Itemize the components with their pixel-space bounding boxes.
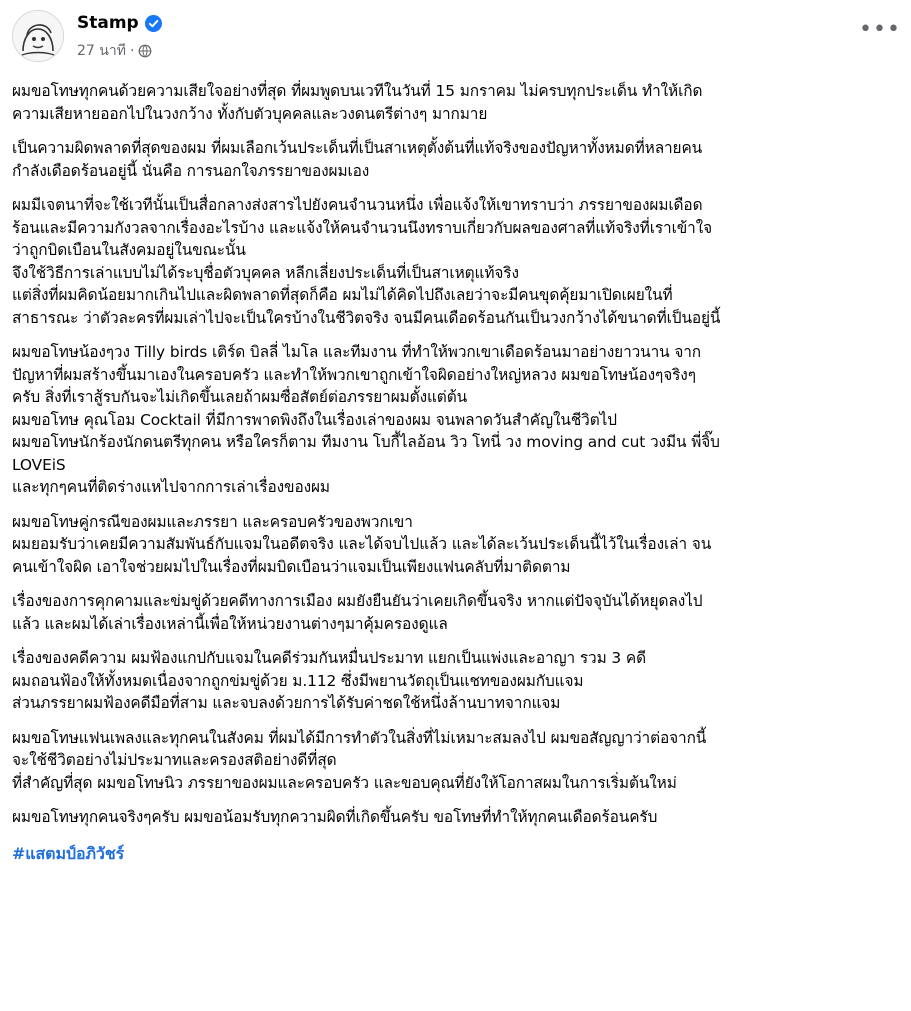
post-text-line: คนเข้าใจผิด เอาใจช่วยผมไปในเรื่องที่ผมบิดเบือนว่าแจมเป็นเพียงแฟนคลับที่มาติดตาม: [12, 557, 571, 576]
post-text-line: ผมขอโทษนักร้องนักดนตรีทุกคน หรือใครก็ตาม ทีมงาน โบกี้ไลอ้อน วิว โทนี่ วง moving and cut วงมีน พี่จิ๊บ: [12, 433, 720, 451]
avatar-illustration-icon: [13, 11, 63, 61]
post-paragraph: [12, 137, 904, 182]
avatar[interactable]: [12, 10, 64, 62]
post-paragraph: [12, 80, 904, 125]
post-text-line: ผมขอโทษแฟนเพลงและทุกคนในสังคม ที่ผมได้มีการทำตัวในสิ่งที่ไม่เหมาะสมลงไป ผมขอสัญญาว่าต่อจากนี้: [12, 728, 707, 747]
post-text-line: เรื่องของคดีความ ผมฟ้องแกปกับแจมในคดีร่วมกันหมื่นประมาท แยกเป็นแพ่งและอาญา รวม 3 คดี: [12, 649, 646, 667]
post-time[interactable]: 27 นาที: [77, 43, 126, 59]
post-header: [12, 10, 899, 62]
post-paragraph: [12, 806, 904, 829]
post-text-line: ผมยอมรับว่าเคยมีความสัมพันธ์กับแจมในอดีตจริง และได้จบไปแล้ว และได้ละเว้นประเด็นนี้ไว้ในเรื่องเล่า จน: [12, 535, 712, 553]
post-text-line: ส่วนภรรยาผมฟ้องคดีมือที่สาม และจบลงด้วยการได้รับค่าชดใช้หนึ่งล้านบาทจากแจม: [12, 694, 561, 712]
post-text-line: เป็นความผิดพลาดที่สุดของผม ที่ผมเลือกเว้นประเด็นที่เป็นสาเหตุตั้งต้นที่แท้จริงของปัญหาทั้งหมดที่หลายคน: [12, 139, 703, 157]
post-text-line: แล้ว และผมได้เล่าเรื่องเหล่านี้เพื่อให้หน่วยงานต่างๆมาคุ้มครองดูแล: [12, 614, 448, 633]
post-text-line: ผมถอนฟ้องให้ทั้งหมดเนื่องจากถูกข่มขู่ด้วย ม.112 ซึ่งมีพยานวัตถุเป็นแชทของผมกับแจม: [12, 671, 584, 690]
post-paragraph: [12, 590, 904, 635]
post-text-line: ผมขอโทษ คุณโอม Cocktail ที่มีการพาดพิงถึงในเรื่องเล่าของผม จนพลาดวันสำคัญในชีวิตไป: [12, 410, 617, 429]
post-meta: [77, 40, 152, 62]
hashtag-link[interactable]: #แสตมป์อภิวัชร์: [12, 843, 125, 863]
post-text-line: ความเสียหายออกไปในวงกว้าง ทั้งกับตัวบุคคลและวงดนตรีต่างๆ มากมาย: [12, 104, 488, 123]
post-text-line: ที่สำคัญที่สุด ผมขอโทษนิว ภรรยาของผมและครอบครัว และขอบคุณที่ยังให้โอกาสผมในการเริ่มต้นใหม่: [12, 773, 677, 792]
post-text-line: ผมขอโทษคู่กรณีของผมและภรรยา และครอบครัวของพวกเขา: [12, 512, 413, 531]
post-text-line: และทุกๆคนที่ติดร่างแหไปจากการเล่าเรื่องของผม: [12, 478, 330, 496]
post-text-line: ผมขอโทษน้องๆวง Tilly birds เติร์ด บิลลี่ ไมโล และทีมงาน ที่ทำให้พวกเขาเดือดร้อนมาอย่างยาวนาน จาก: [12, 343, 702, 361]
post-text-line: แต่สิ่งที่ผมคิดน้อยมากเกินไปและผิดพลาดที่สุดก็คือ ผมไม่ได้คิดไปถึงเลยว่าจะมีคนขุดคุ้ยมาเปิดเผยในที่: [12, 286, 673, 304]
post-text-line: ว่าถูกบิดเบือนในสังคมอยู่ในขณะนั้น: [12, 241, 246, 259]
post-text-line: ปัญหาที่ผมสร้างขึ้นมาเองในครอบครัว และทำให้พวกเขาถูกเข้าใจผิดอย่างใหญ่หลวง ผมขอโทษน้องๆจริงๆ: [12, 365, 696, 384]
post-text-line: ผมมีเจตนาที่จะใช้เวทีนั้นเป็นสื่อกลางส่งสารไปยังคนจำนวนหนึ่ง เพื่อแจ้งให้เขาทราบว่า ภรรยาของผมเดือด: [12, 196, 703, 214]
post-text-line: เรื่องของการคุกคามและข่มขู่ด้วยคดีทางการเมือง ผมยังยืนยันว่าเคยเกิดขึ้นจริง หากแต่ปัจจุบันได้หยุดลงไป: [12, 592, 703, 610]
post-text-line: LOVEiS: [12, 455, 66, 474]
author-name[interactable]: Stamp: [77, 13, 139, 33]
post-text-line: กำลังเดือดร้อนอยู่นี้ นั่นคือ การนอกใจภรรยาของผมเอง: [12, 161, 370, 180]
author-row: [77, 13, 162, 33]
post-text-line: ผมขอโทษทุกคนจริงๆครับ ผมขอน้อมรับทุกความผิดที่เกิดขึ้นครับ ขอโทษที่ทำให้ทุกคนเดือดร้อนครับ: [12, 808, 658, 826]
more-options-icon[interactable]: •••: [859, 17, 901, 42]
post-text-line: ครับ สิ่งที่เราสู้รบกันจะไม่เกิดขึ้นเลยถ้าผมซื่อสัตย์ต่อภรรยาผมตั้งแต่ต้น: [12, 388, 468, 406]
post-text: [12, 80, 904, 865]
post-paragraph: [12, 511, 904, 579]
post-text-line: ผมขอโทษทุกคนด้วยความเสียใจอย่างที่สุด ที่ผมพูดบนเวทีในวันที่ 15 มกราคม ไม่ครบทุกประเด็น ทำให้เกิด: [12, 82, 703, 100]
verified-badge-icon: [145, 15, 162, 32]
post-paragraph: [12, 194, 904, 329]
post-text-line: ร้อนและมีความกังวลจากเรื่องอะไรบ้าง และแจ้งให้คนจำนวนนึงทราบเกี่ยวกับผลของศาลที่แท้จริงที่เราเข้าใจ: [12, 218, 713, 237]
post-text-line: จึงใช้วิธีการเล่าแบบไม่ได้ระบุชื่อตัวบุคคล หลีกเลี่ยงประเด็นที่เป็นสาเหตุแท้จริง: [12, 263, 519, 282]
globe-icon[interactable]: [138, 44, 152, 58]
meta-separator: ·: [129, 43, 135, 59]
post-paragraph: [12, 647, 904, 715]
post-paragraph: [12, 341, 904, 499]
post-paragraph: [12, 727, 904, 795]
post-text-line: สาธารณะ ว่าตัวละครที่ผมเล่าไปจะเป็นใครบ้างในชีวิตจริง จนมีคนเดือดร้อนกันเป็นวงกว้างได้ขนาดที่เป็นอยู่นี้: [12, 308, 721, 327]
post-text-line: จะใช้ชีวิตอย่างไม่ประมาทและครองสติอย่างดีที่สุด: [12, 751, 337, 769]
